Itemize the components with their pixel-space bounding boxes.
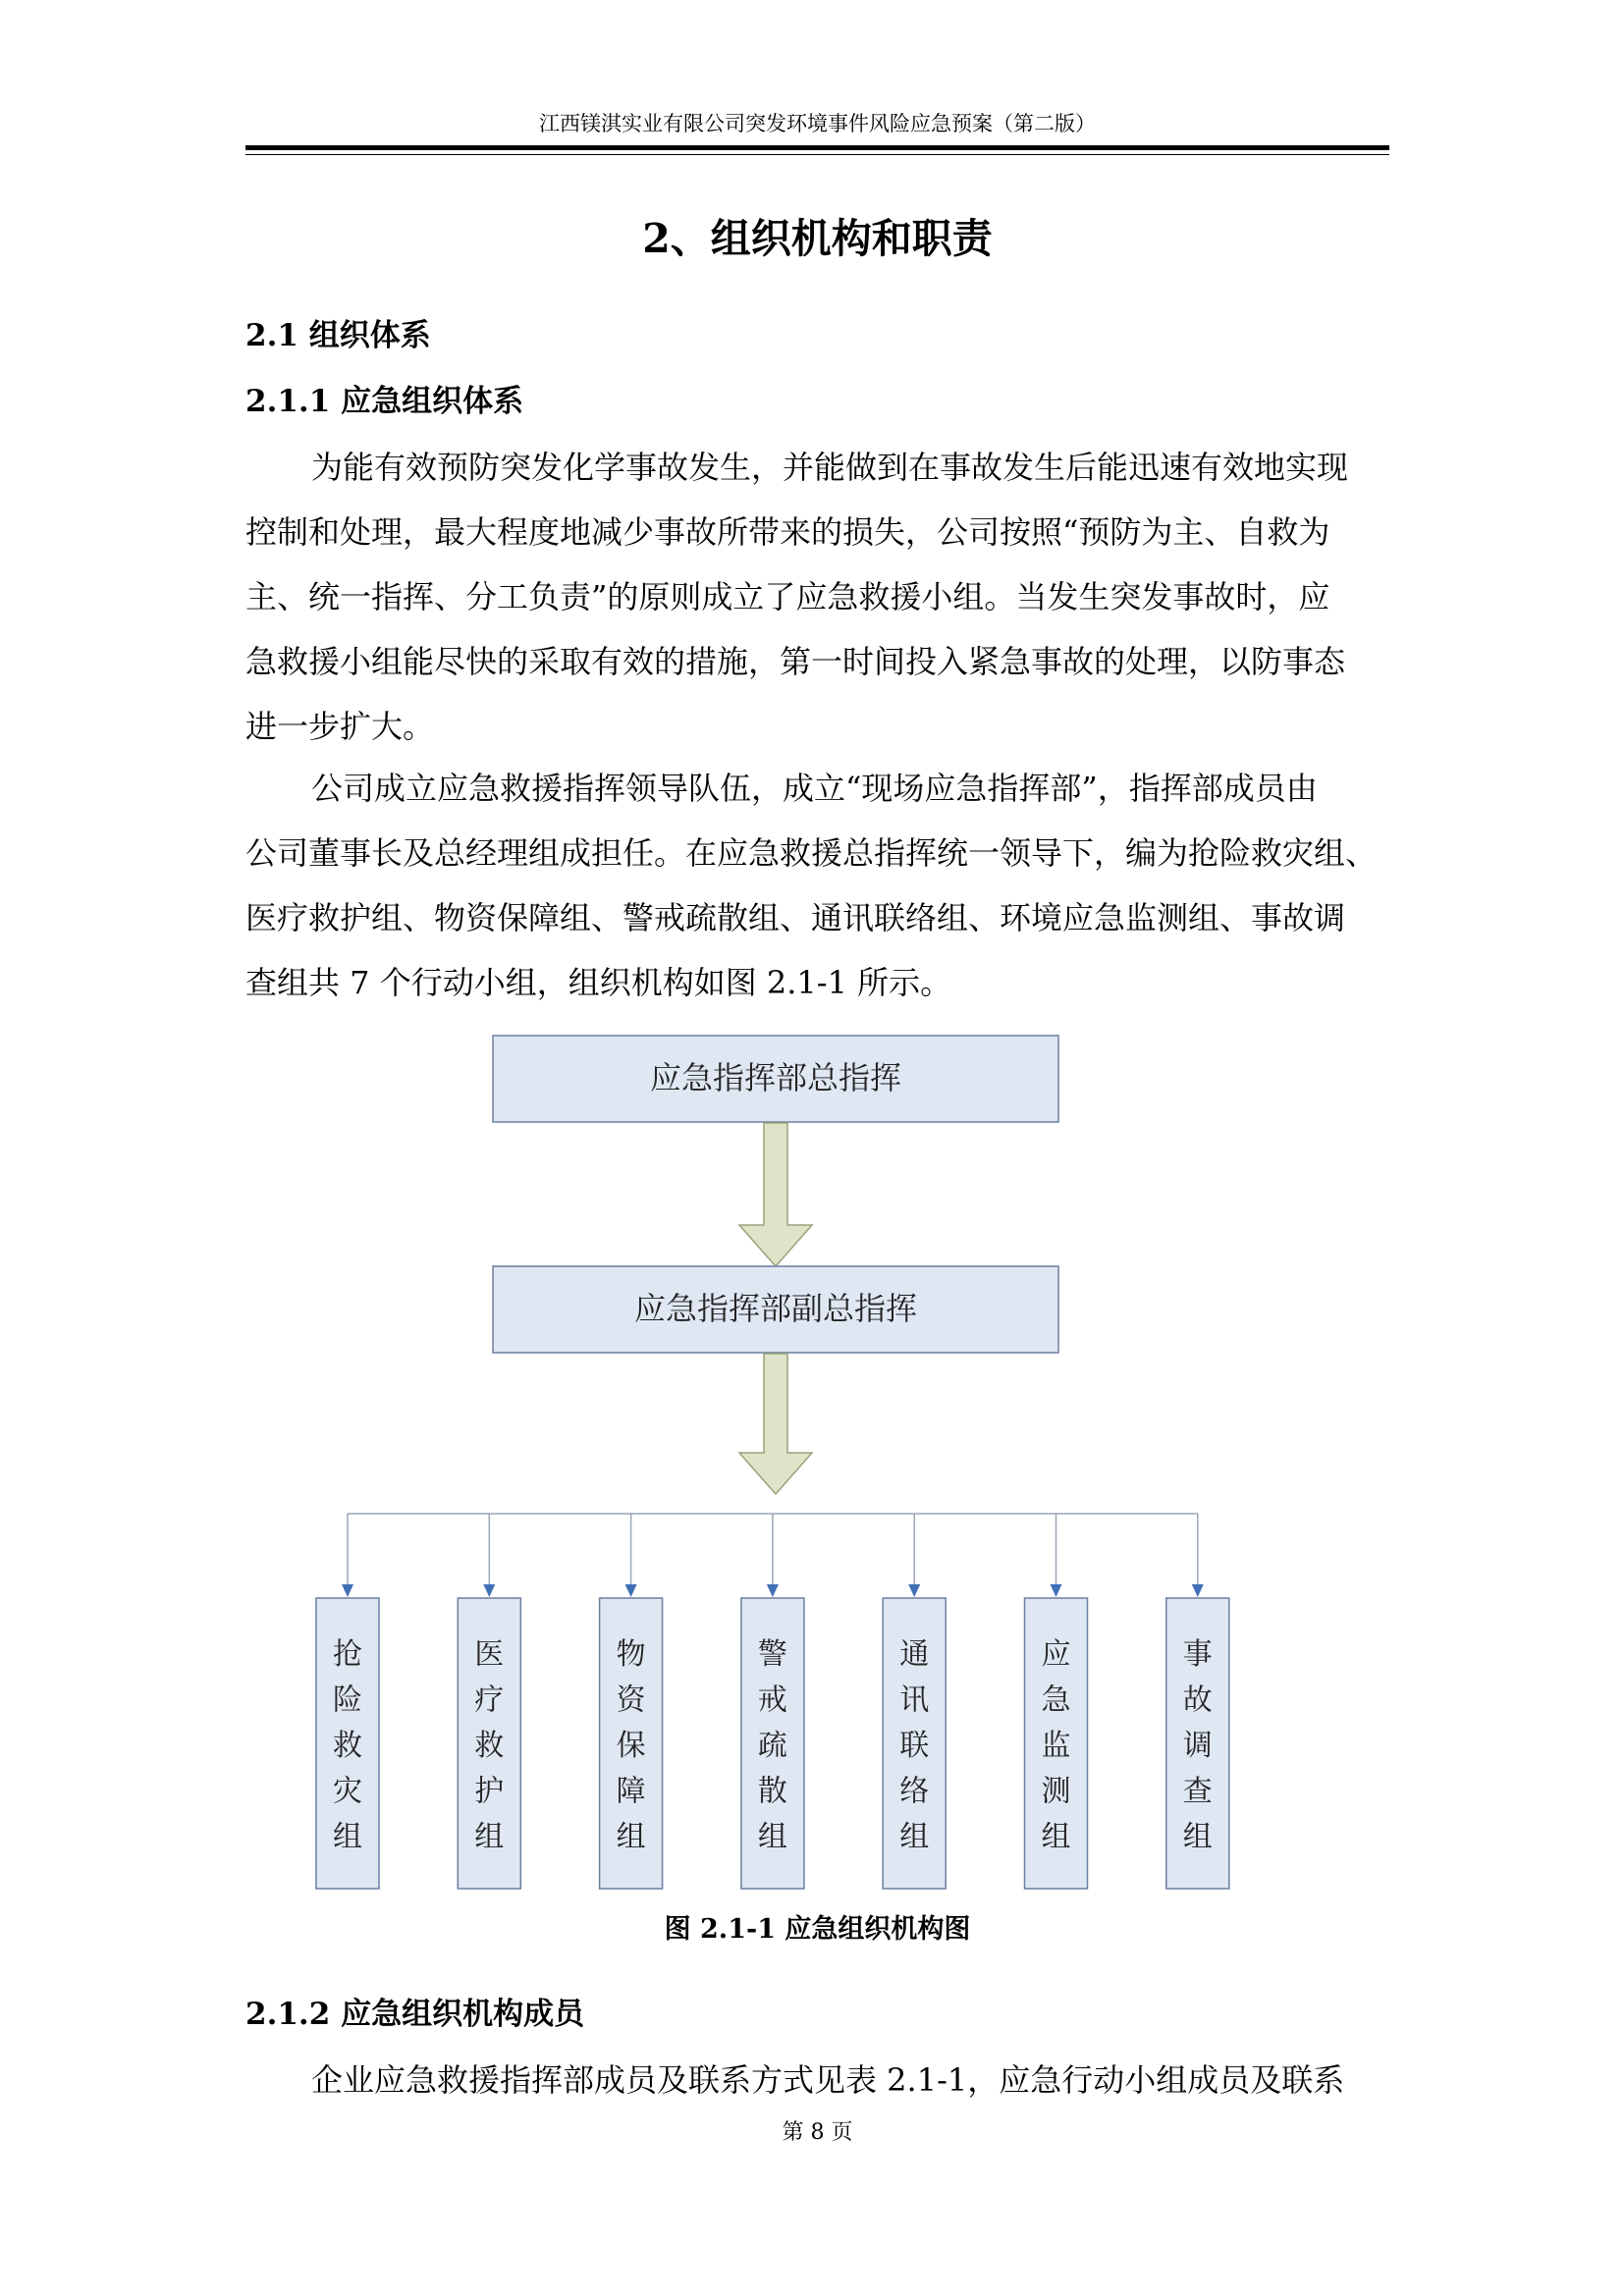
action-group-label-char: 物: [616, 1637, 646, 1672]
figure-caption: 图 2.1-1 应急组织机构图: [664, 1914, 971, 1945]
action-group-label-char: 救: [474, 1729, 505, 1763]
action-group-label-char: 保: [616, 1729, 646, 1763]
action-group-label-char: 查: [1182, 1774, 1213, 1809]
action-groups: [316, 1514, 1229, 1889]
action-group-label-char: 组: [757, 1820, 787, 1854]
group-arrowhead: [1051, 1584, 1062, 1597]
group-arrowhead: [342, 1584, 353, 1597]
group-arrowhead: [1192, 1584, 1204, 1597]
paragraph-1-line: 主、统一指挥、分工负责”的原则成立了应急救援小组。当发生突发事故时，应: [245, 578, 1330, 615]
action-group-label-char: 组: [333, 1820, 362, 1854]
deputy-command-box-label: 应急指挥部副总指挥: [633, 1290, 918, 1327]
action-group-label-char: 监: [1041, 1729, 1071, 1763]
paragraph-2-line: 医疗救护组、物资保障组、警戒疏散组、通讯联络组、环境应急监测组、事故调: [245, 899, 1346, 936]
paragraph-3-line: 企业应急救援指挥部成员及联系方式见表 2.1-1，应急行动小组成员及联系: [311, 2061, 1345, 2099]
paragraph-2-line: 公司董事长及总经理组成担任。在应急救援总指挥统一领导下，编为抢险救灾组、: [245, 834, 1378, 872]
action-group-label-char: 障: [616, 1774, 646, 1809]
action-group-label-char: 险: [333, 1682, 362, 1718]
section-heading-2-1-1: 2.1.1 应急组织体系: [245, 384, 524, 419]
section-heading-2-1: 2.1 组织体系: [245, 318, 431, 353]
action-group-label-char: 组: [616, 1820, 646, 1854]
action-group-label-char: 组: [1041, 1820, 1071, 1854]
action-group-label-char: 灾: [333, 1774, 362, 1809]
action-group-label-char: 资: [616, 1682, 646, 1718]
action-group-label-char: 抢: [333, 1637, 362, 1672]
page-header: 江西镁淇实业有限公司突发环境事件风险应急预案（第二版）: [539, 112, 1096, 135]
action-group-label-char: 组: [474, 1820, 505, 1854]
action-group-label-char: 组: [899, 1820, 930, 1854]
action-group-label-char: 疏: [757, 1729, 787, 1763]
page-footer: 第 8 页: [782, 2120, 853, 2145]
group-arrowhead: [908, 1584, 920, 1597]
group-arrowhead: [625, 1584, 637, 1597]
paragraph-1-line: 进一步扩大。: [245, 708, 435, 745]
action-group-label-char: 医: [474, 1637, 505, 1672]
action-group-label-char: 疗: [474, 1682, 505, 1718]
paragraph-3: [245, 2048, 1389, 2112]
down-arrow-2: [739, 1354, 812, 1494]
chapter-title: 2、组织机构和职责: [642, 215, 993, 262]
section-heading-2-1-2: 2.1.2 应急组织机构成员: [245, 1997, 585, 2032]
action-group-label-char: 急: [1041, 1682, 1071, 1718]
down-arrow-1: [739, 1123, 812, 1266]
action-group-label-char: 组: [1182, 1820, 1213, 1854]
action-group-label-char: 救: [333, 1729, 362, 1763]
action-group-label-char: 测: [1041, 1774, 1071, 1809]
top-command-box-label: 应急指挥部总指挥: [649, 1059, 902, 1096]
action-group-label-char: 散: [757, 1774, 787, 1809]
paragraph-2-line: 公司成立应急救援指挥领导队伍，成立“现场应急指挥部”，指挥部成员由: [311, 770, 1318, 807]
paragraph-1-line: 为能有效预防突发化学事故发生，并能做到在事故发生后能迅速有效地实现: [311, 449, 1349, 486]
action-group-label-char: 通: [899, 1637, 930, 1672]
action-group-label-char: 警: [757, 1637, 787, 1672]
action-group-label-char: 调: [1182, 1729, 1213, 1763]
action-group-label-char: 讯: [899, 1682, 930, 1718]
action-group-label-char: 护: [474, 1774, 505, 1809]
paragraph-1-line: 控制和处理，最大程度地减少事故所带来的损失，公司按照“预防为主、自救为: [245, 513, 1330, 551]
action-group-label-char: 故: [1182, 1682, 1213, 1718]
action-group-label-char: 应: [1041, 1637, 1071, 1672]
paragraph-1-line: 急救援小组能尽快的采取有效的措施，第一时间投入紧急事故的处理，以防事态: [245, 643, 1346, 680]
action-group-label-char: 联: [899, 1729, 930, 1763]
action-group-label-char: 络: [899, 1774, 930, 1809]
paragraph-2-line: 查组共 7 个行动小组，组织机构如图 2.1-1 所示。: [245, 964, 952, 1001]
group-arrowhead: [483, 1584, 495, 1597]
group-arrowhead: [767, 1584, 779, 1597]
action-group-label-char: 戒: [757, 1682, 787, 1718]
action-group-label-char: 事: [1182, 1637, 1213, 1672]
